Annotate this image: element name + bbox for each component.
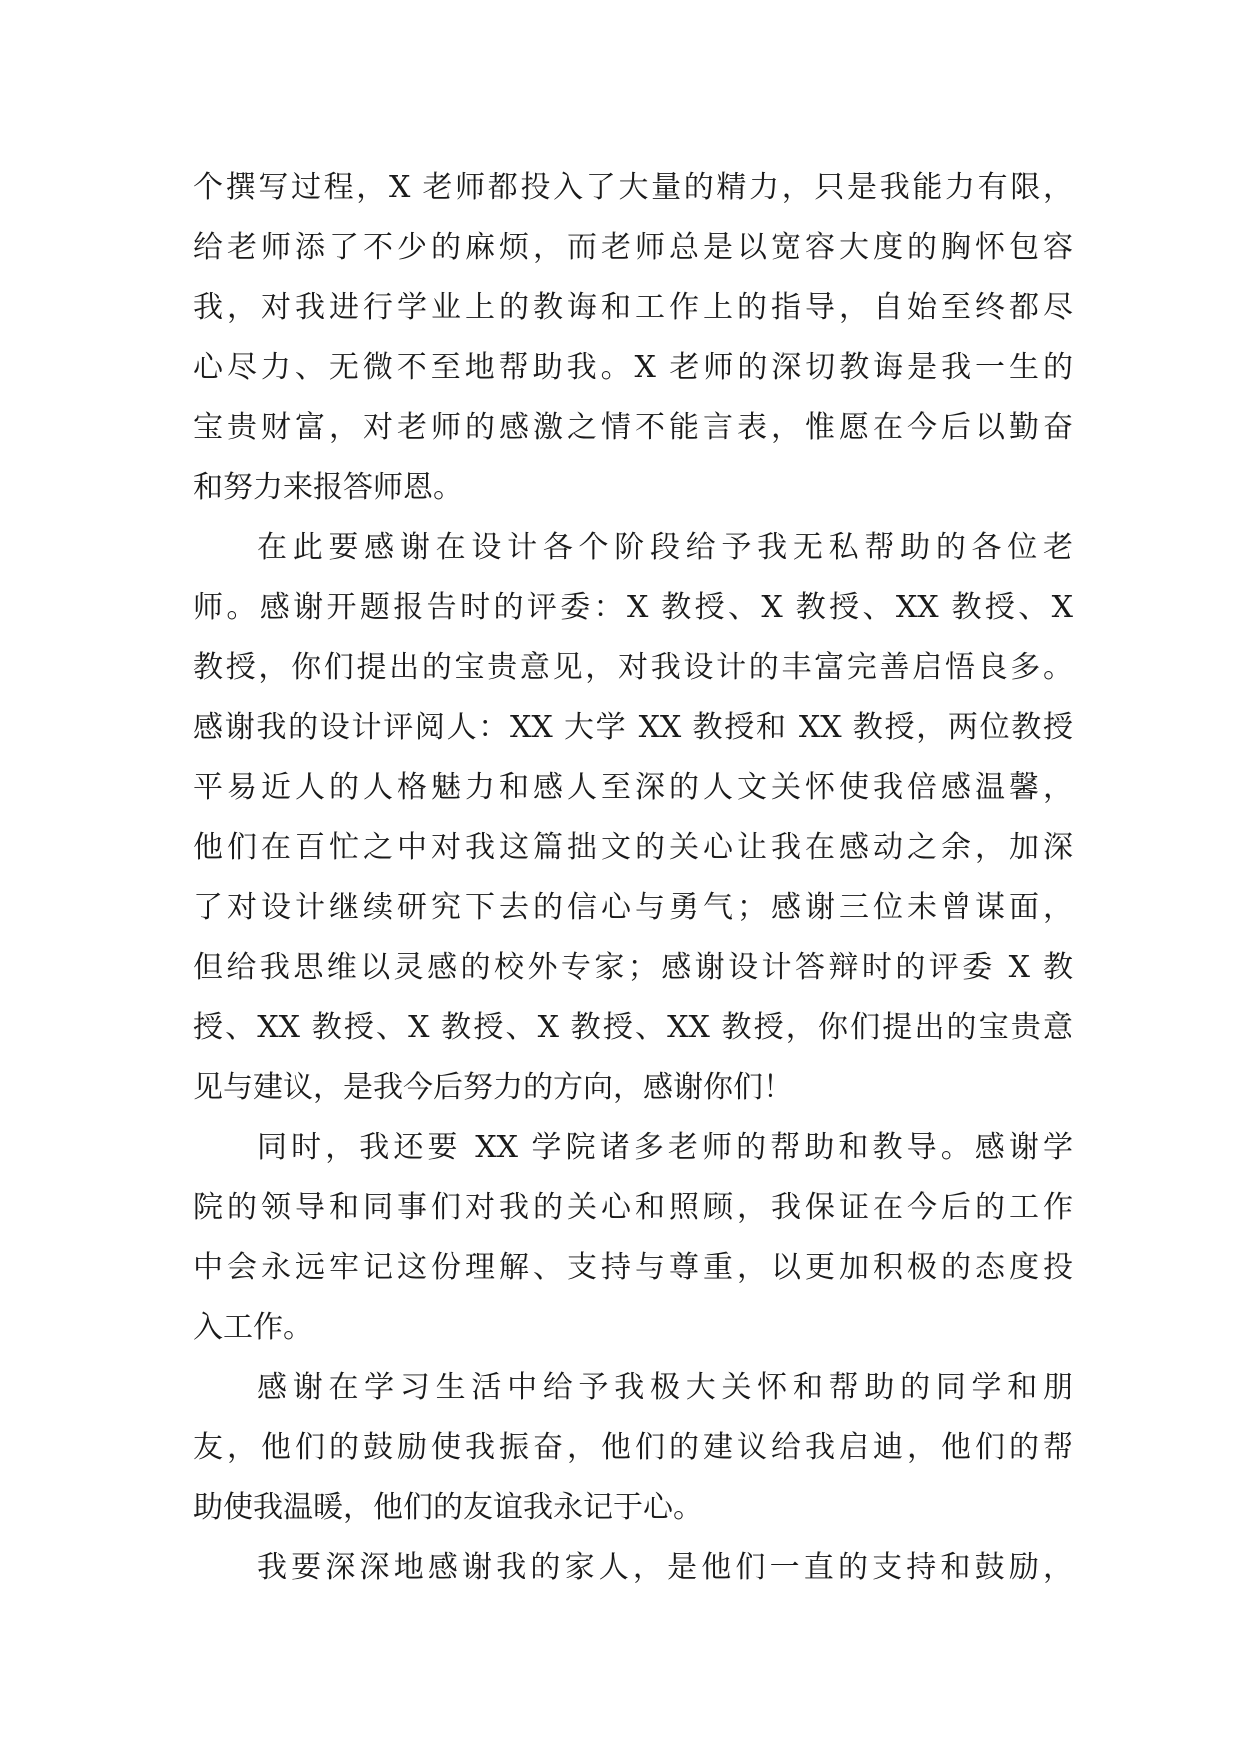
text-line: 在此要感谢在设计各个阶段给予我无私帮助的各位老 <box>257 530 1073 565</box>
text-line: 入工作。 <box>193 1310 313 1345</box>
paragraph <box>193 1118 1073 1358</box>
paragraph <box>193 1358 1073 1538</box>
text-line: 同时，我还要 XX 学院诸多老师的帮助和教导。感谢学 <box>257 1130 1073 1165</box>
text-line: 授、XX 教授、X 教授、X 教授、XX 教授，你们提出的宝贵意 <box>193 1010 1073 1045</box>
text-line: 感谢在学习生活中给予我极大关怀和帮助的同学和朋 <box>257 1370 1073 1405</box>
text-line: 我要深深地感谢我的家人，是他们一直的支持和鼓励， <box>257 1550 1073 1585</box>
body-text <box>193 158 1073 1598</box>
text-line: 师。感谢开题报告时的评委：X 教授、X 教授、XX 教授、X <box>193 590 1073 625</box>
text-line: 友，他们的鼓励使我振奋，他们的建议给我启迪，他们的帮 <box>193 1430 1073 1465</box>
text-line: 心尽力、无微不至地帮助我。X 老师的深切教诲是我一生的 <box>193 350 1073 385</box>
text-line: 中会永远牢记这份理解、支持与尊重，以更加积极的态度投 <box>193 1250 1073 1285</box>
paragraph <box>193 158 1073 518</box>
text-line: 助使我温暖，他们的友谊我永记于心。 <box>193 1490 703 1525</box>
text-line: 个撰写过程，X 老师都投入了大量的精力，只是我能力有限， <box>193 170 1073 205</box>
paragraph <box>193 518 1073 1118</box>
text-line: 给老师添了不少的麻烦，而老师总是以宽容大度的胸怀包容 <box>193 230 1073 265</box>
text-line: 见与建议，是我今后努力的方向，感谢你们！ <box>193 1070 793 1105</box>
text-line: 我，对我进行学业上的教诲和工作上的指导，自始至终都尽 <box>193 290 1073 325</box>
text-line: 了对设计继续研究下去的信心与勇气；感谢三位未曾谋面， <box>193 890 1073 925</box>
text-line: 宝贵财富，对老师的感激之情不能言表，惟愿在今后以勤奋 <box>193 410 1073 445</box>
text-line: 他们在百忙之中对我这篇拙文的关心让我在感动之余，加深 <box>193 830 1073 865</box>
text-line: 感谢我的设计评阅人：XX 大学 XX 教授和 XX 教授，两位教授 <box>193 710 1073 745</box>
text-line: 院的领导和同事们对我的关心和照顾，我保证在今后的工作 <box>193 1190 1073 1225</box>
text-line: 和努力来报答师恩。 <box>193 470 463 505</box>
text-line: 但给我思维以灵感的校外专家；感谢设计答辩时的评委 X 教 <box>193 950 1073 985</box>
text-line: 教授，你们提出的宝贵意见，对我设计的丰富完善启悟良多。 <box>193 650 1073 685</box>
text-line: 平易近人的人格魅力和感人至深的人文关怀使我倍感温馨， <box>193 770 1073 805</box>
paragraph <box>193 1538 1073 1598</box>
